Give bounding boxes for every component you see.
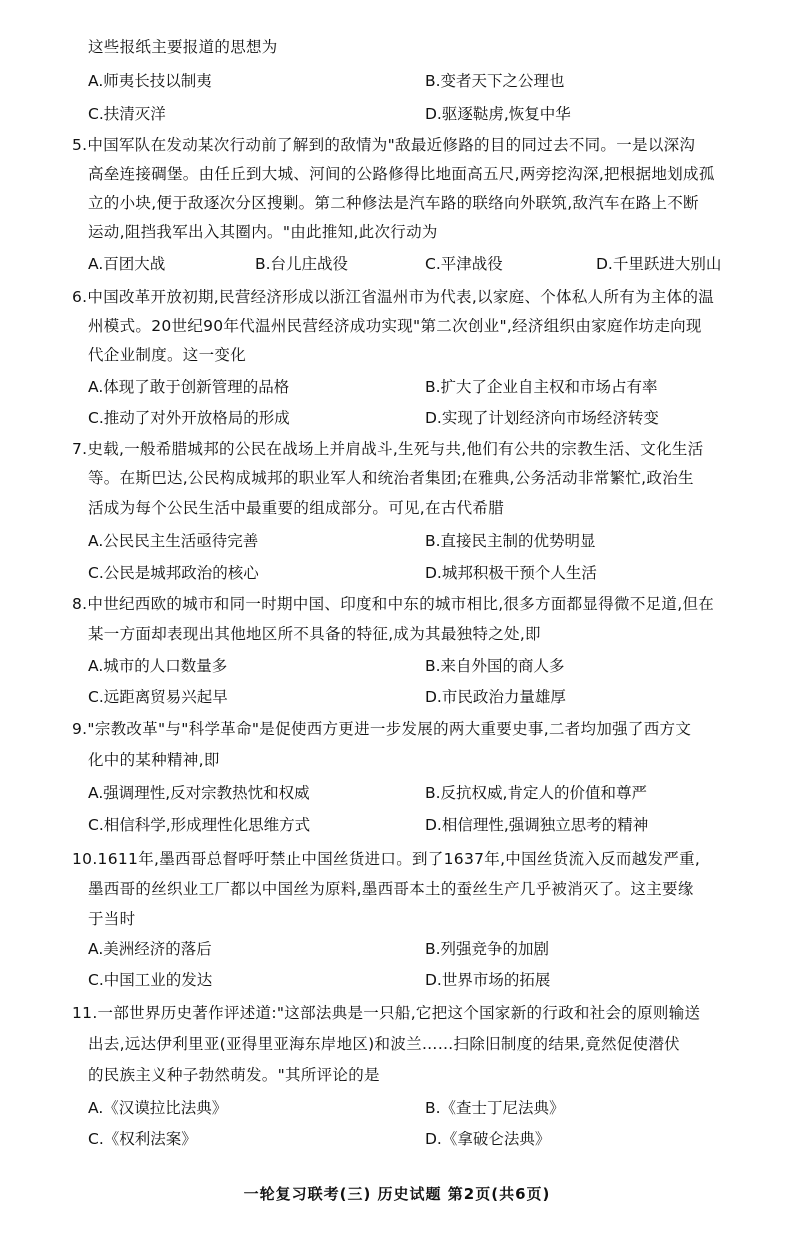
q10-option-c: C.中国工业的发达	[88, 971, 213, 989]
q11-option-c: C.《权利法案》	[88, 1130, 197, 1148]
q6-option-a: A.体现了敢于创新管理的品格	[88, 378, 290, 396]
q4-option-d: D.驱逐鞑虏,恢复中华	[425, 105, 571, 123]
q6-stem-line-2: 州模式。20世纪90年代温州民营经济成功实现"第二次创业",经济组织由家庭作坊走向现	[88, 317, 702, 335]
q11-stem-line-2: 出去,远达伊利里亚(亚得里亚海东岸地区)和波兰……扫除旧制度的结果,竟然促使潜伏	[88, 1035, 680, 1053]
q6-option-d: D.实现了计划经济向市场经济转变	[425, 409, 659, 427]
q8-option-d: D.市民政治力量雄厚	[425, 688, 566, 706]
q7-stem-line-1: 7.史载,一般希腊城邦的公民在战场上并肩战斗,生死与共,他们有公共的宗教生活、文化生活	[72, 440, 704, 458]
q5-stem-line-3: 立的小块,便于敌逐次分区搜剿。第二种修法是汽车路的联络向外联筑,敌汽车在路上不断	[88, 194, 699, 212]
q9-stem-line-2: 化中的某种精神,即	[88, 751, 220, 769]
q10-stem-line-2: 墨西哥的丝织业工厂都以中国丝为原料,墨西哥本土的蚕丝生产几乎被消灭了。这主要缘	[88, 880, 694, 898]
q10-stem-line-3: 于当时	[88, 910, 136, 928]
q5-stem-line-1: 5.中国军队在发动某次行动前了解到的敌情为"敌最近修路的目的同过去不同。一是以深沟	[72, 136, 696, 154]
q9-option-c: C.相信科学,形成理性化思维方式	[88, 816, 311, 834]
q4-option-b: B.变者天下之公理也	[425, 72, 565, 90]
q5-option-d: D.千里跃进大别山	[596, 255, 722, 273]
q8-option-a: A.城市的人口数量多	[88, 657, 228, 675]
q6-option-c: C.推动了对外开放格局的形成	[88, 409, 290, 427]
q5-stem-line-4: 运动,阻挡我军出入其圈内。"由此推知,此次行动为	[88, 223, 438, 241]
q11-option-d: D.《拿破仑法典》	[425, 1130, 551, 1148]
q4-option-c: C.扶清灭洋	[88, 105, 166, 123]
q10-option-b: B.列强竞争的加剧	[425, 940, 550, 958]
q4-stem-tail: 这些报纸主要报道的思想为	[88, 38, 278, 56]
q11-option-b: B.《查士丁尼法典》	[425, 1099, 565, 1117]
q8-stem-line-2: 某一方面却表现出其他地区所不具备的特征,成为其最独特之处,即	[88, 625, 541, 643]
q7-option-a: A.公民民主生活亟待完善	[88, 532, 259, 550]
q5-stem-line-2: 高垒连接碉堡。由任丘到大城、河间的公路修得比地面高五尺,两旁挖沟深,把根据地划成孤	[88, 165, 715, 183]
q7-option-c: C.公民是城邦政治的核心	[88, 564, 259, 582]
q8-option-c: C.远距离贸易兴起早	[88, 688, 228, 706]
q8-stem-line-1: 8.中世纪西欧的城市和同一时期中国、印度和中东的城市相比,很多方面都显得微不足道,但在	[72, 595, 715, 613]
q7-stem-line-2: 等。在斯巴达,公民构成城邦的职业军人和统治者集团;在雅典,公务活动非常繁忙,政治生	[88, 469, 694, 487]
q7-option-b: B.直接民主制的优势明显	[425, 532, 596, 550]
q6-stem-line-1: 6.中国改革开放初期,民营经济形成以浙江省温州市为代表,以家庭、个体私人所有为主体的温	[72, 288, 715, 306]
q11-option-a: A.《汉谟拉比法典》	[88, 1099, 228, 1117]
q11-stem-line-3: 的民族主义种子勃然萌发。"其所评论的是	[88, 1066, 380, 1084]
q7-stem-line-3: 活成为每个公民生活中最重要的组成部分。可见,在古代希腊	[88, 499, 505, 517]
q9-option-a: A.强调理性,反对宗教热忱和权威	[88, 784, 310, 802]
q9-stem-line-1: 9."宗教改革"与"科学革命"是促使西方更进一步发展的两大重要史事,二者均加强了西方文	[72, 720, 692, 738]
q4-option-a: A.师夷长技以制夷	[88, 72, 212, 90]
q10-option-d: D.世界市场的拓展	[425, 971, 551, 989]
q10-stem-line-1: 10.1611年,墨西哥总督呼吁禁止中国丝货进口。到了1637年,中国丝货流入反而越发严重,	[72, 850, 701, 868]
q8-option-b: B.来自外国的商人多	[425, 657, 565, 675]
q9-option-b: B.反抗权威,肯定人的价值和尊严	[425, 784, 647, 802]
q10-option-a: A.美洲经济的落后	[88, 940, 212, 958]
page-footer: 一轮复习联考(三) 历史试题 第2页(共6页)	[243, 1185, 551, 1203]
q6-stem-line-3: 代企业制度。这一变化	[88, 346, 247, 364]
q5-option-b: B.台儿庄战役	[255, 255, 349, 273]
q9-option-d: D.相信理性,强调独立思考的精神	[425, 816, 649, 834]
q11-stem-line-1: 11.一部世界历史著作评述道:"这部法典是一只船,它把这个国家新的行政和社会的原则输送	[72, 1004, 701, 1022]
q7-option-d: D.城邦积极干预个人生活	[425, 564, 597, 582]
q5-option-a: A.百团大战	[88, 255, 166, 273]
q6-option-b: B.扩大了企业自主权和市场占有率	[425, 378, 658, 396]
q5-option-c: C.平津战役	[425, 255, 503, 273]
